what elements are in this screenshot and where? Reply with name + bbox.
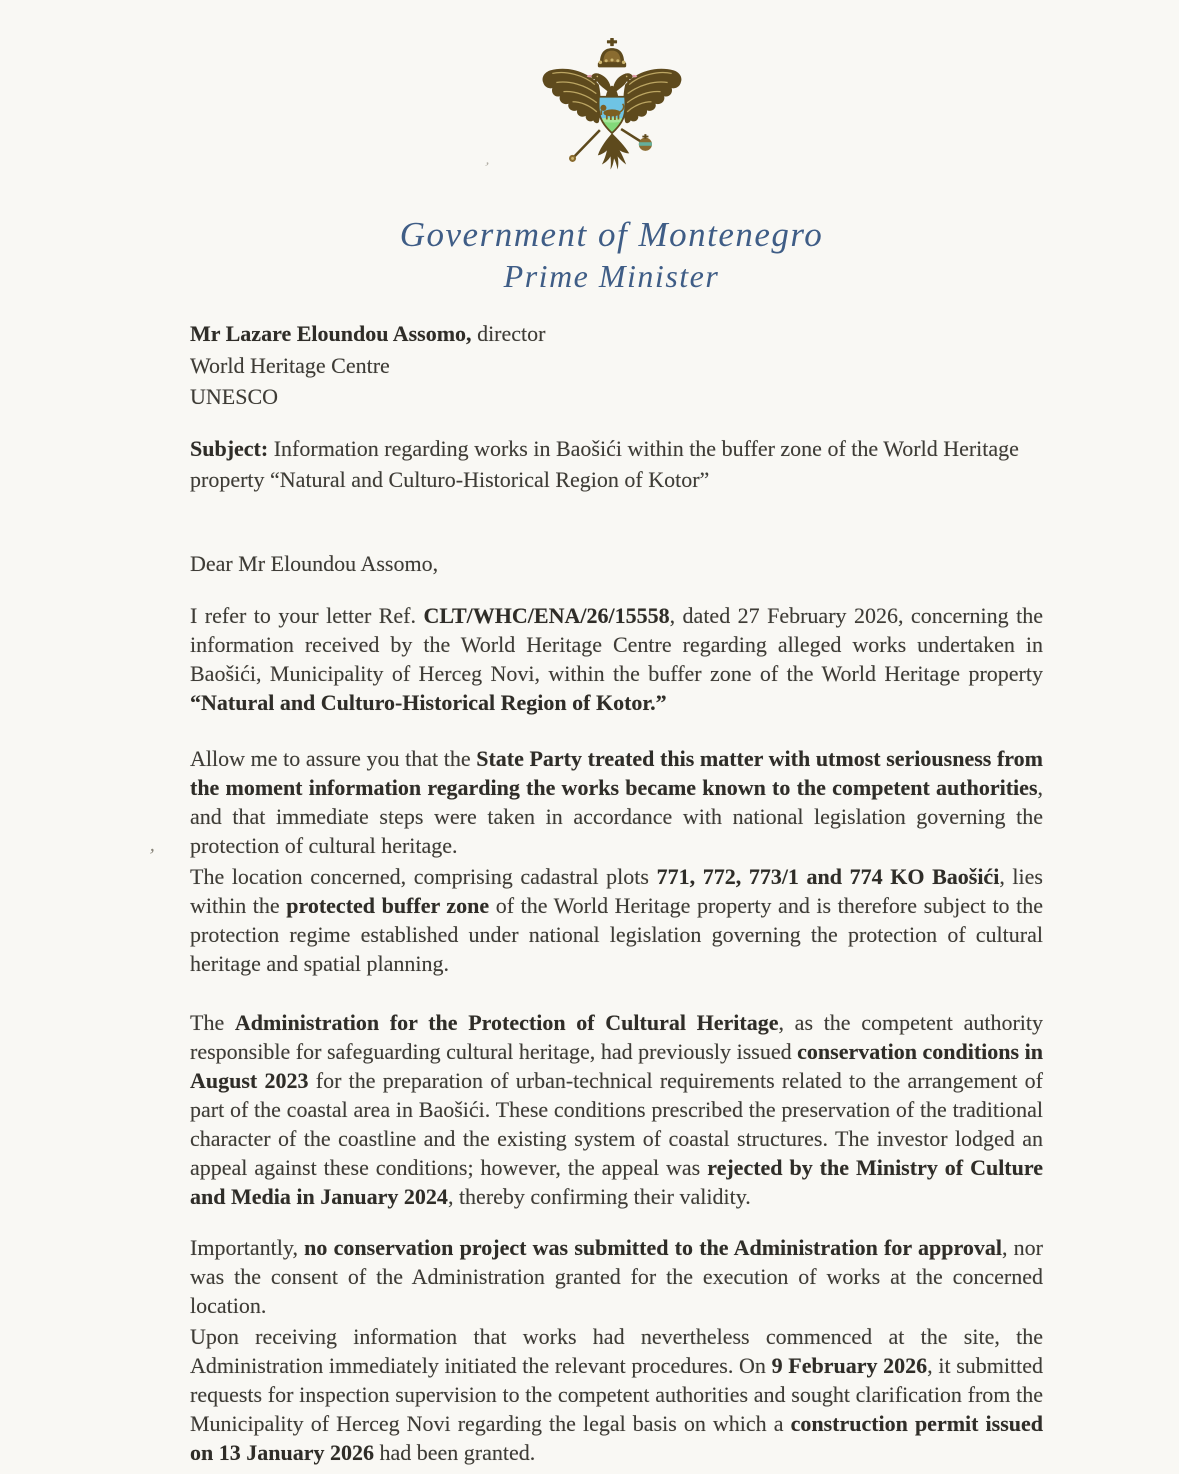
- letterhead: [0, 0, 1179, 294]
- recipient-role: director: [471, 321, 546, 346]
- montenegro-coat-of-arms: [536, 36, 688, 208]
- recipient-organization: World Heritage Centre: [190, 352, 390, 378]
- scan-artifact-mid-mark: ’: [480, 159, 491, 177]
- text-segment-bold: construction permit issued on 13 January 2026: [190, 1410, 1043, 1465]
- recipient-block: [190, 318, 1043, 413]
- para-location: [190, 862, 1043, 978]
- text-segment: , thereby confirming their validity.: [447, 1183, 751, 1209]
- paragraphs-container: [190, 601, 1043, 1467]
- text-segment-bold: 9 February 2026: [771, 1352, 928, 1378]
- text-segment-bold: conservation conditions in August 2023: [190, 1038, 1043, 1093]
- text-segment: I refer to your letter Ref.: [190, 602, 424, 628]
- text-segment: , and that immediate steps were taken in accordance with national legislation governing the protection of cultural heritage.: [190, 774, 1043, 858]
- text-segment: , lies within the: [190, 863, 1043, 918]
- text-segment: , it submitted requests for inspection supervision to the competent authorities and sought clarification from the Municipality of Herceg Novi regarding the legal basis on which a: [190, 1352, 1044, 1436]
- text-segment: Importantly,: [190, 1234, 305, 1260]
- subject-line: [190, 433, 1043, 495]
- subject-label: Subject:: [190, 435, 269, 461]
- para-no-project: [190, 1233, 1043, 1320]
- letterhead-government-title: Government of Montenegro: [399, 215, 824, 254]
- letterhead-prime-minister-title: Prime Minister: [503, 257, 720, 294]
- text-segment-bold: Administration for the Protection of Cultural Heritage: [234, 1009, 779, 1035]
- recipient-name: Mr Lazare Eloundou Assomo,: [190, 321, 472, 346]
- para-procedures: [190, 1322, 1043, 1467]
- subject-text: Information regarding works in Baošići within the buffer zone of the World Heritage property “Natural and Culturo-Historical Region of Kotor”: [190, 435, 1019, 492]
- salutation: Dear Mr Eloundou Assomo,: [190, 550, 439, 576]
- text-segment: The: [190, 1009, 235, 1035]
- text-segment: for the preparation of urban-technical requirements related to the arrangement of part of the coastal area in Baošići. These conditions prescribed the preservation of the traditional character of the coastline and the existing system of coastal structures. The investor lodged an appeal against these conditions; however, the appeal was: [190, 1067, 1044, 1180]
- para-assurance: [190, 744, 1043, 860]
- para-administration: [190, 1008, 1043, 1211]
- text-segment: The location concerned, comprising cadastral plots: [190, 863, 657, 889]
- scan-artifact-margin-mark: ’: [146, 844, 157, 868]
- text-segment: of the World Heritage property and is therefore subject to the protection regime established under national legislation governing the protection of cultural heritage and spatial planning.: [190, 892, 1043, 976]
- text-segment-bold: rejected by the Ministry of Culture and Media in January 2024: [190, 1154, 1044, 1209]
- text-segment: Upon receiving information that works had nevertheless commenced at the site, the Administration immediately initiated the relevant procedures. On: [190, 1323, 1043, 1378]
- para-reference: [190, 601, 1043, 717]
- text-segment: Allow me to assure you that the: [190, 745, 477, 771]
- recipient-agency: UNESCO: [190, 384, 279, 409]
- text-segment: had been granted.: [373, 1439, 536, 1465]
- text-segment: , dated 27 February 2026, concerning the information received by the World Heritage Centre regarding alleged works undertaken in Baošići, Municipality of Herceg Novi, within the buffer zone of the World Heritage property: [190, 602, 1043, 686]
- text-segment: , as the competent authority responsible for safeguarding cultural heritage, had previously issued: [190, 1009, 1044, 1064]
- text-segment-bold: 771, 772, 773/1 and 774 KO Baošići: [656, 863, 1000, 889]
- text-segment-bold: no conservation project was submitted to the Administration for approval: [304, 1234, 1002, 1260]
- text-segment-bold: CLT/WHC/ENA/26/15558: [423, 602, 670, 628]
- text-segment-bold: protected buffer zone: [286, 892, 490, 918]
- letter-body: [190, 318, 1043, 1467]
- recipient-name-line: [190, 318, 1043, 350]
- text-segment-bold: State Party treated this matter with utmost seriousness from the moment information regarding the works became known to the competent authorities: [190, 745, 1043, 800]
- text-segment-bold: “Natural and Culturo-Historical Region of Kotor.”: [190, 689, 667, 715]
- text-segment: , nor was the consent of the Administration granted for the execution of works at the concerned location.: [190, 1234, 1043, 1318]
